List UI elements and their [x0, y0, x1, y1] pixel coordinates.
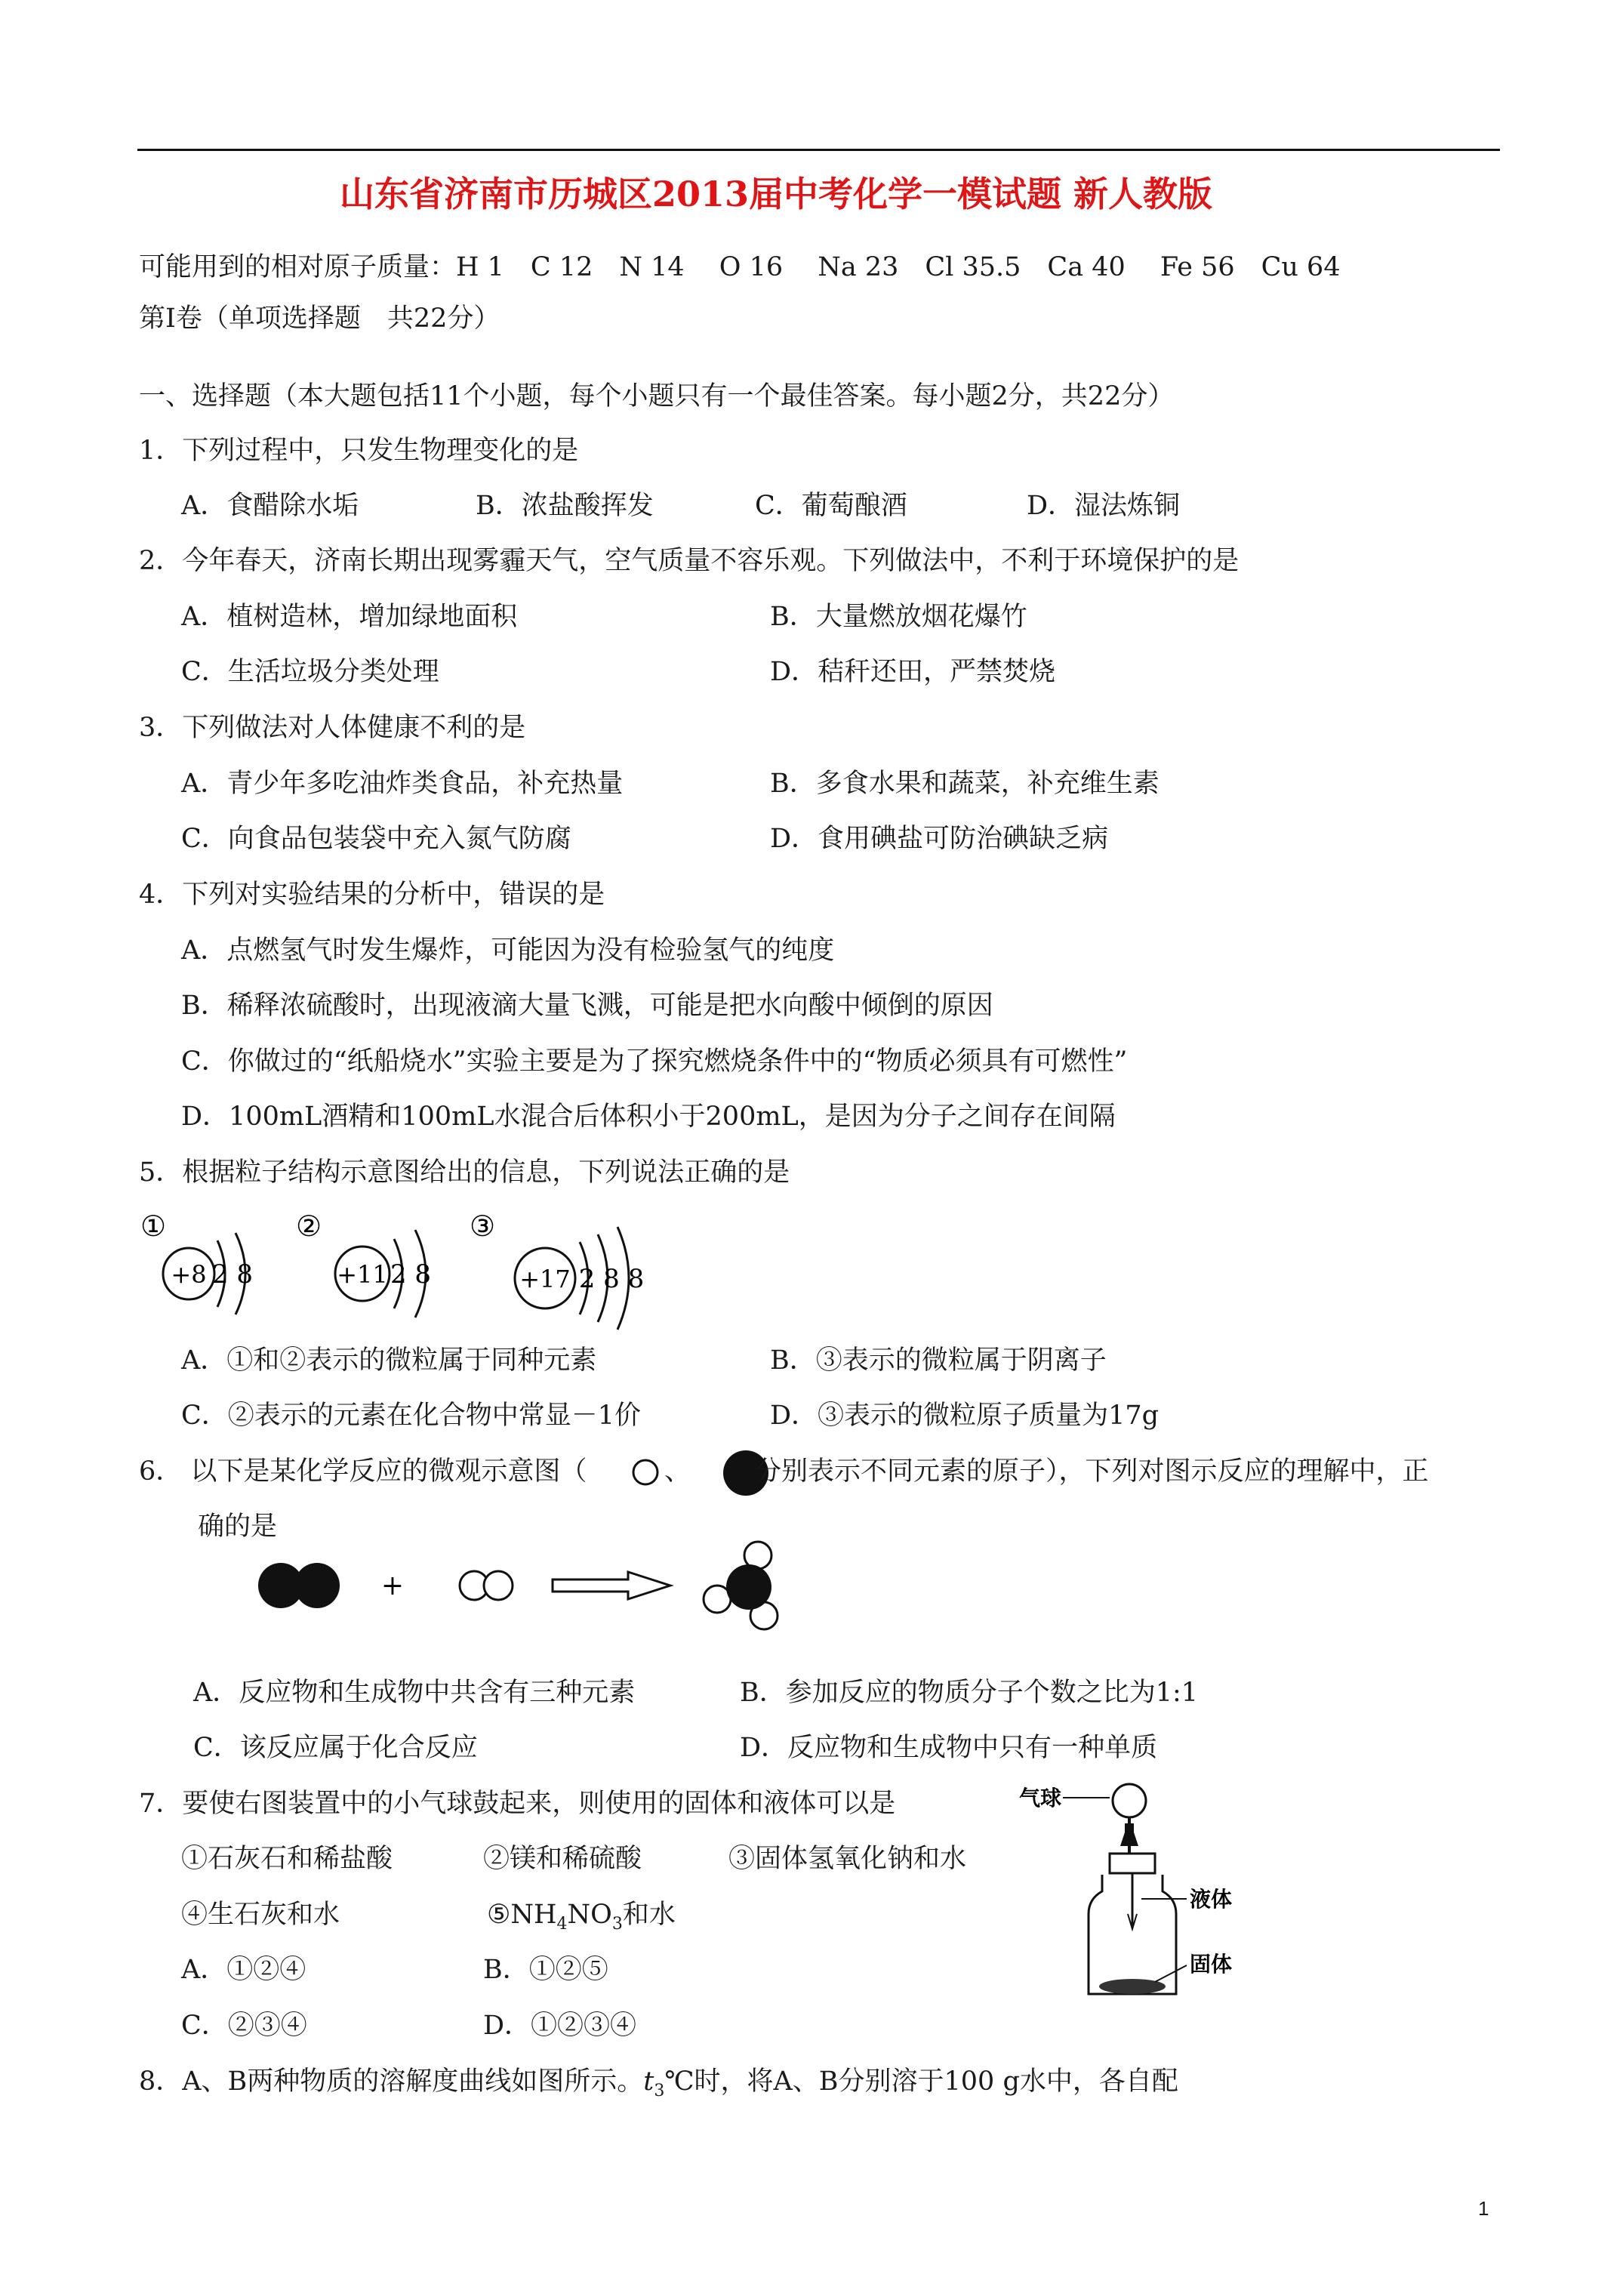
balloon-shape — [1113, 1784, 1146, 1817]
q6-option-b: B．参加反应的物质分子个数之比为1:1 — [740, 1678, 1199, 1708]
q1-stem: 1．下列过程中，只发生物理变化的是 — [139, 436, 579, 466]
q7-choice-4: ④生石灰和水 — [181, 1900, 340, 1930]
reaction-micro-diagram — [242, 1533, 830, 1653]
q5-stem: 5．根据粒子结构示意图给出的信息，下列说法正确的是 — [139, 1157, 790, 1188]
q5-option-a: A．①和②表示的微粒属于同种元素 — [181, 1345, 597, 1376]
q1-option-b: B．浓盐酸挥发 — [476, 491, 654, 521]
q1-option-d: D．湿法炼铜 — [1027, 491, 1181, 521]
q6-stem-post: 分别表示不同元素的原子），下列对图示反应的理解中，正 — [755, 1456, 1429, 1487]
reaction-arrow — [553, 1572, 670, 1599]
q7-option-d: D．①②③④ — [483, 2011, 637, 2041]
plus-sign: + — [380, 1570, 405, 1601]
q6-stem-separator: 、 — [664, 1456, 691, 1487]
balloon-label: 气球 — [1019, 1786, 1062, 1811]
diagram-1-nucleus-charge: +8 — [171, 1260, 207, 1289]
q3-option-a: A．青少年多吃油炸类食品，补充热量 — [181, 769, 624, 799]
balloon-apparatus-figure — [1012, 1778, 1261, 2005]
diagram-3-marker: ③ — [470, 1210, 496, 1243]
page-number: 1 — [1478, 2197, 1489, 2220]
q6-option-a: A．反应物和生成物中共含有三种元素 — [193, 1678, 636, 1708]
q3-option-d: D．食用碘盐可防治碘缺乏病 — [770, 824, 1109, 854]
diagram-2-marker: ② — [296, 1210, 322, 1243]
q2-option-c: C．生活垃圾分类处理 — [181, 657, 439, 687]
q7-stem: 7．要使右图装置中的小气球鼓起来，则使用的固体和液体可以是 — [139, 1789, 896, 1819]
q7-choice-3: ③固体氢氧化钠和水 — [728, 1844, 967, 1874]
q7-option-c: C．②③④ — [181, 2011, 307, 2041]
particle-structure-diagrams — [136, 1204, 679, 1333]
legend-white-atom-icon — [630, 1454, 661, 1489]
q2-stem: 2．今年春天，济南长期出现雾霾天气，空气质量不容乐观。下列做法中，不利于环境保护的是 — [139, 546, 1240, 576]
atomic-masses: 可能用到的相对原子质量：H 1 C 12 N 14 O 16 Na 23 Cl 35.5 Ca 40 Fe 56 Cu 64 — [139, 252, 1341, 282]
q7-choice-1: ①石灰石和稀盐酸 — [181, 1844, 393, 1874]
q2-option-a: A．植树造林，增加绿地面积 — [181, 602, 518, 632]
q5-option-d: D．③表示的微粒原子质量为17g — [770, 1401, 1160, 1431]
q4-option-d: D．100mL酒精和100mL水混合后体积小于200mL，是因为分子之间存在间隔 — [181, 1102, 1116, 1132]
q2-option-d: D．秸秆还田，严禁焚烧 — [770, 657, 1056, 687]
section-heading: 一、选择题（本大题包括11个小题，每个小题只有一个最佳答案。每小题2分，共22分） — [139, 381, 1175, 411]
q4-option-c: C．你做过的“纸船烧水”实验主要是为了探究燃烧条件中的“物质必须具有可燃性” — [181, 1046, 1128, 1077]
q7-choice-2: ②镁和稀硫酸 — [483, 1844, 642, 1874]
q8-stem: 8．A、B两种物质的溶解度曲线如图所示。$t_3℃$时，将A、B分别溶于100 g水中，各自配 — [139, 2066, 1178, 2100]
q6-stem-pre: 6． 以下是某化学反应的微观示意图（ — [139, 1456, 587, 1487]
q7-option-a: A．①②④ — [181, 1955, 306, 1985]
q5-option-b: B．③表示的微粒属于阴离子 — [770, 1345, 1107, 1376]
diagram-1-marker: ① — [140, 1210, 167, 1243]
q4-option-a: A．点燃氢气时发生爆炸，可能因为没有检验氢气的纯度 — [181, 935, 835, 966]
q6-option-d: D．反应物和生成物中只有一种单质 — [740, 1733, 1158, 1763]
q1-option-a: A．食醋除水垢 — [181, 491, 359, 521]
diagram-2-nucleus-charge: +11 — [337, 1260, 388, 1289]
dropper-bulb — [1120, 1832, 1138, 1846]
diagram-3-electrons: 2 8 8 — [578, 1264, 645, 1294]
q7-choice-5: $⑤NH_4NO_3$和水 — [487, 1900, 676, 1934]
document-title: 山东省济南市历城区2013届中考化学一模试题 新人教版 — [340, 174, 1213, 214]
reactant-white-atom-2 — [484, 1571, 513, 1600]
diagram-1-electrons: 2 8 — [211, 1259, 254, 1290]
q2-option-b: B．大量燃放烟花爆竹 — [770, 602, 1027, 632]
product-black-atom — [726, 1564, 771, 1610]
q7-option-b: B．①②⑤ — [483, 1955, 608, 1985]
q3-option-b: B．多食水果和蔬菜，补充维生素 — [770, 769, 1160, 799]
diagram-3-nucleus-charge: +17 — [519, 1265, 571, 1293]
diagram-2-electrons: 2 8 — [390, 1259, 432, 1290]
stopper — [1110, 1854, 1155, 1873]
solid-label: 固体 — [1190, 1952, 1233, 1977]
q4-stem: 4．下列对实验结果的分析中，错误的是 — [139, 880, 605, 910]
liquid-label: 液体 — [1190, 1887, 1233, 1912]
q3-option-c: C．向食品包装袋中充入氮气防腐 — [181, 824, 571, 854]
q3-stem: 3．下列做法对人体健康不利的是 — [139, 713, 526, 743]
q6-option-c: C．该反应属于化合反应 — [193, 1733, 478, 1763]
q4-option-b: B．稀释浓硫酸时，出现液滴大量飞溅，可能是把水向酸中倾倒的原因 — [181, 991, 993, 1021]
q5-option-c: C．②表示的元素在化合物中常显－1价 — [181, 1401, 642, 1431]
reactant-black-atom-2 — [294, 1563, 340, 1608]
header-rule — [137, 149, 1500, 151]
q1-option-c: C．葡萄酿酒 — [755, 491, 907, 521]
volume-heading: 第Ⅰ卷（单项选择题 共22分） — [139, 304, 500, 334]
q6-stem-line2: 确的是 — [198, 1512, 278, 1542]
